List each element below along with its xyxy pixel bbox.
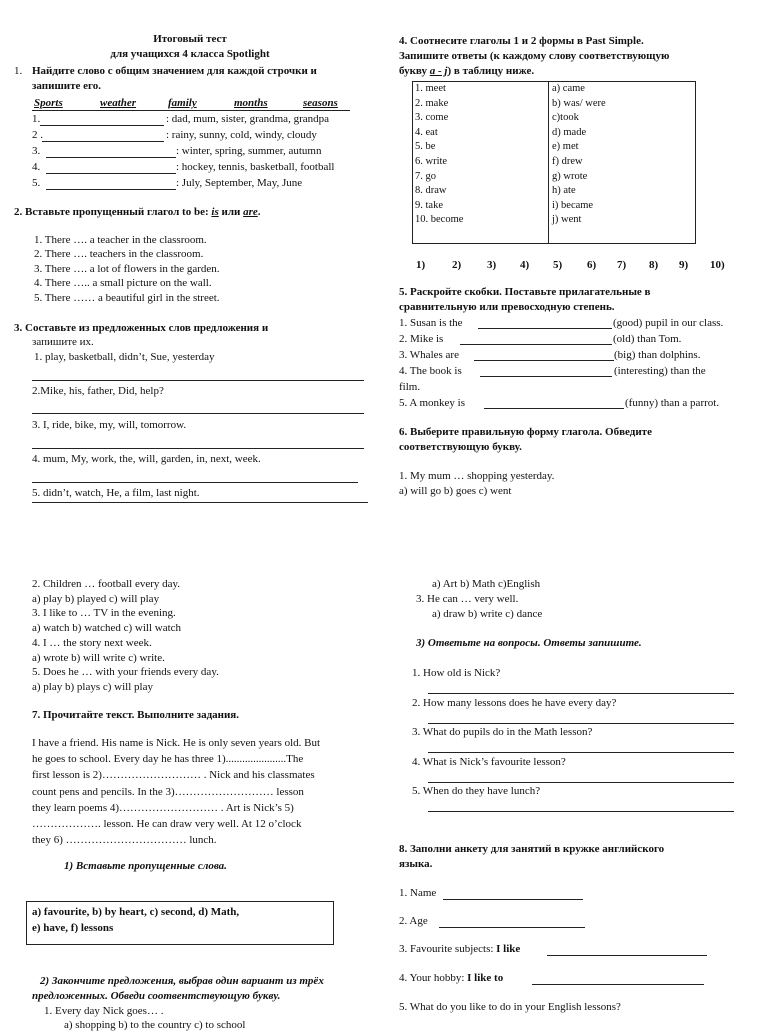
q1-answer-blank-1[interactable]: [40, 125, 164, 126]
q7-question-2: 2. How many lessons does he have every day?: [412, 696, 617, 709]
q4-answer-slot-3: 3): [487, 259, 497, 271]
q7-text-line-5: they learn poems 4)……………………… . Art is Nick’s 5): [32, 801, 294, 814]
q3-row-4: 4. mum, My, work, the, will, garden, in, next, week.: [32, 453, 261, 465]
q4-table-divider: [548, 81, 549, 243]
q7-question-3: 3. What do pupils do in the Math lesson?: [412, 726, 593, 738]
q1-answer-blank-4[interactable]: [46, 173, 176, 174]
q4-verb-first-3: 3. come: [415, 112, 449, 124]
q3-row-3: 3. I, ride, bike, my, will, tomorrow.: [32, 419, 187, 431]
q5-row-3-start: 3. Whales are: [399, 349, 459, 361]
q5-blank-3[interactable]: [474, 360, 614, 361]
q4-letter-range: a - j: [429, 65, 448, 77]
q7-text-line-7: they 6) …………………………… lunch.: [32, 834, 217, 847]
q7-task-3-heading: 3) Ответьте на вопросы. Ответы запишите.: [416, 637, 642, 649]
q5-row-3-end: (big) than dolphins.: [614, 349, 701, 361]
q4-verb-second-8: h) ate: [552, 185, 576, 197]
q5-blank-5[interactable]: [484, 408, 624, 409]
q7-answer-line-2[interactable]: [428, 723, 734, 724]
q7-task-2-options-b: a) draw b) write c) dance: [432, 608, 543, 620]
q1-row-3-words: : winter, spring, summer, autumn: [176, 145, 322, 157]
q7-text-line-6: ………………. lesson. He can draw very well. At 12 o’clock: [32, 818, 302, 830]
q8-subjects-field[interactable]: [547, 955, 707, 956]
test-title: Итоговый тест: [153, 33, 227, 45]
q3-answer-line-4[interactable]: [32, 482, 358, 483]
q5-row-4-end: (interesting) than the: [614, 365, 706, 377]
q6-row-4: 3. I like to … TV in the evening.: [32, 607, 176, 620]
q7-answer-line-1[interactable]: [428, 693, 734, 694]
q6-row-8: 5. Does he … with your friends every day.: [32, 666, 219, 679]
q4-letter-word: букву: [399, 65, 430, 77]
q4-verb-second-9: i) became: [552, 199, 594, 211]
q1-category-months: months: [234, 97, 268, 109]
q8-english-lessons-label: 5. What do you like to do in your English lessons?: [399, 1001, 621, 1013]
q7-word-bank-row-1: a) favourite, b) by heart, c) second, d) Math,: [32, 906, 240, 918]
q4-verb-first-10: 10. become: [415, 214, 464, 226]
q4-answer-slot-2: 2): [452, 259, 462, 271]
q7-question-5: 5. When do they have lunch?: [412, 785, 541, 797]
q4-verb-first-5: 5. be: [415, 141, 436, 153]
q6-heading-cont: соответствующую букву.: [399, 441, 522, 453]
q8-hobby-field[interactable]: [532, 984, 704, 985]
q4-verb-second-6: f) drew: [552, 156, 583, 167]
q2-heading: [14, 205, 261, 219]
q4-answer-slot-1: 1): [416, 259, 426, 271]
q4-verb-first-2: 2. make: [415, 97, 449, 109]
q1-category-weather: weather: [100, 97, 137, 109]
q3-answer-line-1[interactable]: [32, 380, 364, 381]
q1-row-2-number: 2 .: [32, 129, 43, 141]
q6-row-1: 1. My mum … shopping yesterday.: [399, 470, 555, 482]
q8-subjects-text: 3. Favourite subjects:: [399, 943, 497, 955]
q2-are: are: [243, 206, 258, 218]
q1-heading-cont: запишите его.: [32, 80, 101, 92]
q5-blank-1[interactable]: [478, 328, 612, 329]
q6-row-6: 4. I … the story next week.: [32, 636, 152, 649]
q7-task-2-options-a: a) Art b) Math c)English: [432, 578, 541, 590]
q5-row-4-start: 4. The book is: [399, 365, 462, 377]
q4-verb-second-4: d) made: [552, 126, 587, 138]
q1-row-4-words: : hockey, tennis, basketball, football: [176, 161, 335, 173]
q8-name-label: 1. Name: [399, 887, 437, 899]
q1-answer-blank-3[interactable]: [46, 157, 176, 158]
q1-row-1-number: 1.: [32, 113, 41, 125]
q6-heading: 6. Выберите правильную форму глагола. Обведите: [399, 426, 652, 438]
q7-question-1: 1. How old is Nick?: [412, 667, 501, 679]
q5-heading: 5. Раскройте скобки. Поставьте прилагательные в: [399, 286, 651, 298]
q5-row-2-end: (old) than Tom.: [613, 333, 682, 345]
q8-hobby-label: [399, 971, 503, 985]
q4-answer-slot-5: 5): [553, 259, 563, 271]
q3-answer-line-3[interactable]: [32, 448, 364, 449]
q4-verb-first-1: 1. meet: [415, 83, 446, 94]
q8-age-label: 2. Age: [399, 915, 428, 927]
q7-task-2-row-3: 3. He can … very well.: [416, 593, 519, 605]
q3-row-5: 5. didn’t, watch, He, a film, last night.: [32, 487, 200, 499]
q4-table-note: ) в таблицу ниже.: [447, 65, 535, 77]
q8-heading-cont: языка.: [399, 858, 433, 870]
q8-name-field[interactable]: [443, 899, 583, 900]
q6-row-2: 2. Children … football every day.: [32, 578, 181, 590]
q4-verb-first-8: 8. draw: [415, 185, 447, 197]
q6-row-9: a) play b) plays c) will play: [32, 680, 153, 693]
q4-verb-second-2: b) was/ were: [552, 97, 606, 109]
q3-heading: 3. Составьте из предложенных слов предложения и: [14, 322, 269, 334]
q7-answer-line-5[interactable]: [428, 811, 734, 812]
q7-question-4: 4. What is Nick’s favourite lesson?: [412, 755, 566, 768]
q1-row-5-words: : July, September, May, June: [176, 177, 303, 189]
q2-dot: .: [257, 206, 261, 218]
q2-heading-text: 2. Вставьте пропущенный глагол to be:: [14, 206, 212, 218]
q2-row-5: 5. There …… a beautiful girl in the street.: [34, 292, 220, 304]
q5-row-4-cont: film.: [399, 381, 421, 393]
q3-heading-cont: запишите их.: [32, 336, 94, 348]
q8-hobby-text: 4. Your hobby:: [399, 972, 468, 984]
q1-category-sports: Sports: [34, 97, 63, 109]
q4-heading-cont: Запишите ответы (к каждому слову соответствующую: [399, 50, 670, 62]
q7-text-line-3: first lesson is 2)……………………… . Nick and his classmates: [32, 769, 315, 782]
q5-heading-cont: сравнительную или превосходную степень.: [399, 301, 615, 313]
q4-verb-first-6: 6. write: [415, 156, 448, 167]
q8-subjects-label: [399, 942, 520, 956]
q1-answer-blank-5[interactable]: [46, 189, 176, 190]
q3-answer-line-5[interactable]: [32, 502, 368, 503]
q2-or: или: [218, 206, 244, 218]
q8-subjects-prompt: I like: [496, 943, 521, 955]
q4-answer-slot-7: 7): [617, 259, 627, 271]
q5-row-5-end: (funny) than a parrot.: [625, 397, 720, 409]
q1-answer-blank-2[interactable]: [42, 141, 164, 142]
q5-row-2-start: 2. Mike is: [399, 333, 444, 345]
q7-task-2-row-1: 1. Every day Nick goes… .: [44, 1005, 164, 1017]
q7-task-2-heading: 2) Закончите предложения, выбрав один вариант из трёх: [40, 975, 324, 987]
q1-category-family: family: [168, 97, 197, 109]
q6-row-3: a) play b) played c) will play: [32, 592, 160, 605]
q5-blank-4[interactable]: [480, 376, 612, 377]
q1-row-3-number: 3.: [32, 145, 41, 157]
q8-age-field[interactable]: [439, 927, 585, 928]
q2-row-2: 2. There …. teachers in the classroom.: [34, 248, 204, 260]
q5-row-1-start: 1. Susan is the: [399, 317, 463, 329]
q1-row-4-number: 4.: [32, 161, 41, 173]
q7-task-2-row-1-options: a) shopping b) to the country c) to school: [64, 1019, 246, 1031]
q1-category-seasons: seasons: [303, 97, 338, 109]
q6-row-5: a) watch b) watched c) will watch: [32, 622, 182, 635]
q3-row-1: 1. play, basketball, didn’t, Sue, yesterday: [34, 351, 215, 363]
q4-heading-cont2: [399, 64, 534, 78]
q5-blank-2[interactable]: [460, 344, 612, 345]
q4-answer-slot-6: 6): [587, 259, 597, 271]
q7-word-bank-row-2: e) have, f) lessons: [32, 922, 114, 934]
q4-verb-second-3: c)took: [552, 112, 579, 124]
q4-verb-first-9: 9. take: [415, 199, 443, 211]
q4-heading: 4. Соотнесите глаголы 1 и 2 формы в Past Simple.: [399, 35, 644, 47]
q4-verb-first-4: 4. eat: [415, 126, 438, 138]
q2-row-3: 3. There …. a lot of flowers in the garden.: [34, 263, 220, 275]
q8-hobby-prompt: I like to: [467, 972, 504, 984]
q4-verb-first-7: 7. go: [415, 170, 436, 182]
q6-row-7: a) wrote b) will write c) write.: [32, 651, 165, 664]
q3-row-2: 2.Mike, his, father, Did, help?: [32, 385, 164, 397]
q4-answer-slot-4: 4): [520, 259, 530, 271]
q7-answer-line-3[interactable]: [428, 752, 734, 753]
q1-categories-underline: [32, 110, 350, 111]
q3-answer-line-2[interactable]: [32, 413, 364, 414]
q2-is: is: [211, 206, 219, 218]
q7-text-line-1: I have a friend. His name is Nick. He is only seven years old. But: [32, 737, 321, 749]
q6-row-1-options: a) will go b) goes c) went: [399, 485, 512, 497]
q1-number: 1.: [14, 65, 23, 77]
q5-row-5-start: 5. A monkey is: [399, 397, 466, 409]
q4-answer-slot-8: 8): [649, 259, 659, 271]
q4-verb-second-7: g) wrote: [552, 170, 588, 182]
q4-verb-second-10: j) went: [552, 214, 582, 226]
q4-verb-second-1: a) came: [552, 83, 585, 94]
q7-text-line-4: count pens and pencils. In the 3)……………………… lesson: [32, 785, 304, 798]
q8-heading: 8. Заполни анкету для занятий в кружке английского: [399, 843, 665, 855]
q7-task-1-heading: 1) Вставьте пропущенные слова.: [64, 860, 227, 872]
q7-answer-line-4[interactable]: [428, 782, 734, 783]
q4-answer-slot-9: 9): [679, 259, 689, 271]
q7-text-line-2: he goes to school. Every day he has three 1)......................The: [32, 753, 304, 766]
q4-answer-slot-10: 10): [710, 259, 725, 271]
q4-verb-second-5: e) met: [552, 141, 579, 153]
q1-heading: Найдите слово с общим значением для каждой строчки и: [32, 65, 317, 77]
q7-task-2-heading-cont: предложенных. Обведи соотвентствующую букву.: [32, 990, 281, 1002]
q1-row-1-words: : dad, mum, sister, grandma, grandpa: [166, 113, 329, 125]
test-subtitle: для учащихся 4 класса Spotlight: [110, 48, 270, 60]
q1-row-5-number: 5.: [32, 177, 41, 189]
q1-row-2-words: : rainy, sunny, cold, windy, cloudy: [166, 129, 317, 141]
q2-row-4: 4. There ….. a small picture on the wall.: [34, 277, 212, 289]
q2-row-1: 1. There …. a teacher in the classroom.: [34, 234, 207, 246]
q7-heading: 7. Прочитайте текст. Выполните задания.: [32, 709, 240, 721]
q5-row-1-end: (good) pupil in our class.: [613, 317, 724, 329]
